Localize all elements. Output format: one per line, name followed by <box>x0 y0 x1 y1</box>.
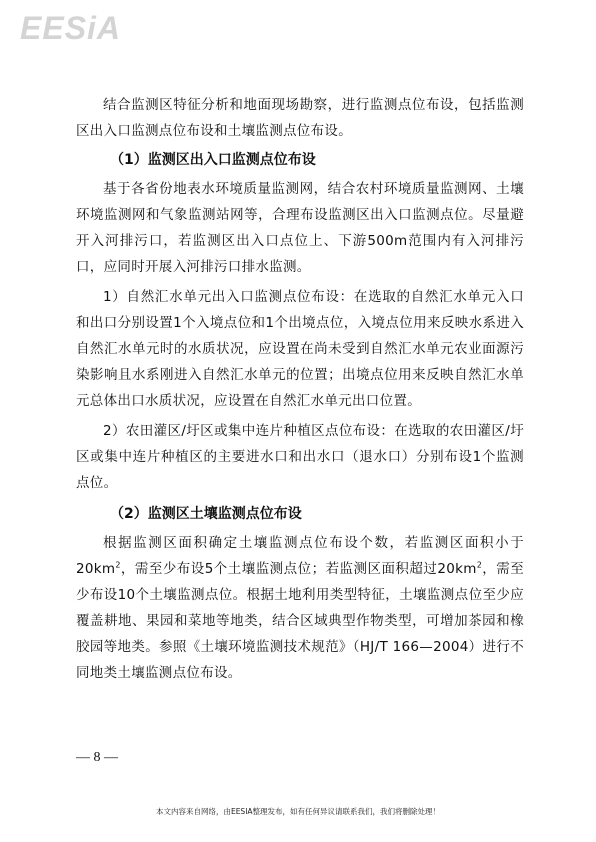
section-2-text-c: ，需至少布设10个土壤监测点位。根据土地利用类型特征，土壤监测点位至少应覆盖耕地、果园和菜地等地类，结合区域典型作物类型，可增加茶园和橡胶园等地类。参照《土壤环境监测技术规范》（HJ/T 166—2004）进行不同地类土壤监测点位布设。 <box>76 561 524 681</box>
section-2-heading: （2）监测区土壤监测点位布设 <box>110 506 302 522</box>
eesia-logo: EESiA <box>20 10 122 46</box>
intro-paragraph: 结合监测区特征分析和地面现场勘察，进行监测点位布设，包括监测区出入口监测点位布设和土壤监测点位布设。 <box>76 97 524 139</box>
section-2-text-b: ，需至少布设5个土壤监测点位；若监测区面积超过20km <box>120 561 477 577</box>
section-1-paragraph-3: 2）农田灌区/圩区或集中连片种植区点位布设：在选取的农田灌区/圩区或集中连片种植区的主要进水口和出水口（退水口）分别布设1个监测点位。 <box>76 423 524 491</box>
section-1-paragraph-2: 1）自然汇水单元出入口监测点位布设：在选取的自然汇水单元入口和出口分别设置1个入境点位和1个出境点位，入境点位用来反映水系进入自然汇水单元时的水质状况，应设置在尚未受到自然汇水单元农业面源污染影响且水系刚进入自然汇水单元的位置；出境点位用来反映自然汇水单元总体出口水质状况，应设置在自然汇水单元出口位置。 <box>76 289 524 409</box>
page-number: — 8 — <box>76 750 118 765</box>
section-2-text-a: 根据监测区面积确定土壤监测点位布设个数，若监测区面积小于20km <box>76 535 524 577</box>
footer-disclaimer: 本文内容来自网络，由EESIA整理发布，如有任何异议请联系我们，我们将删除处理！ <box>155 807 441 816</box>
section-2-paragraph-1 <box>76 530 524 686</box>
section-1-paragraph-1: 基于各省份地表水环境质量监测网，结合农村环境质量监测网、土壤环境监测网和气象监测站网等，合理布设监测区出入口监测点位。尽量避开入河排污口，若监测区出入口点位上、下游500m范围内有入河排污口，应同时开展入河排污口排水监测。 <box>76 181 524 275</box>
document-body <box>76 92 524 690</box>
superscript-1: 2 <box>115 560 121 570</box>
superscript-2: 2 <box>476 560 483 570</box>
section-1-heading: （1）监测区出入口监测点位布设 <box>110 152 316 168</box>
